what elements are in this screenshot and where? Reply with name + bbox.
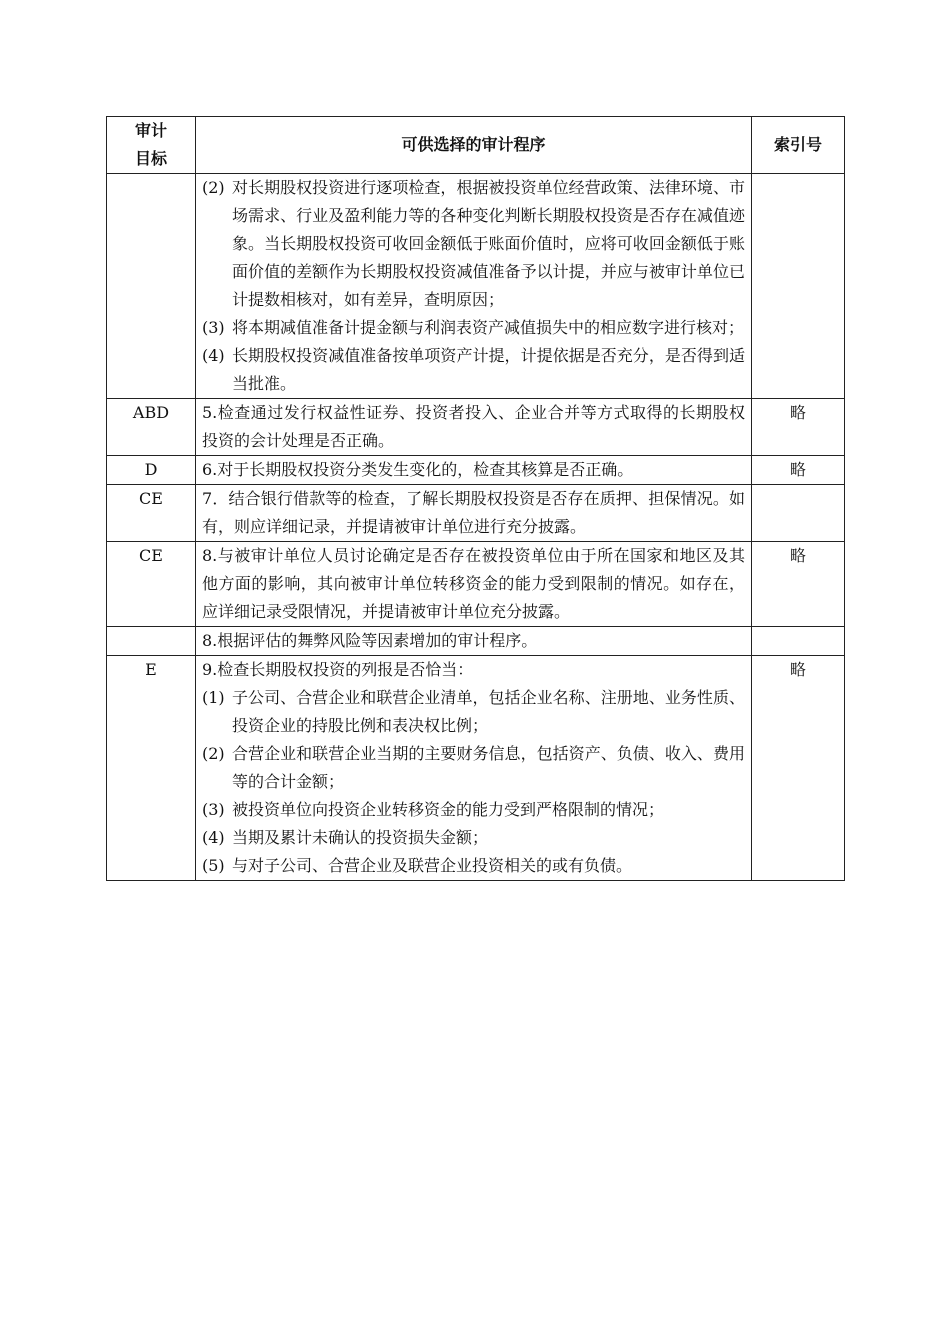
sub-item-text: 将本期减值准备计提金额与利润表资产减值损失中的相应数字进行核对； (232, 318, 745, 337)
sub-item (202, 852, 745, 880)
sub-item-text: 合营企业和联营企业当期的主要财务信息，包括资产、负债、收入、费用等的合计金额； (232, 744, 745, 791)
index-cell: 略 (752, 399, 845, 456)
header-goal-line-1: 审计 (134, 121, 167, 140)
goal-cell: CE (107, 542, 196, 627)
sub-item-text: 长期股权投资减值准备按单项资产计提，计提依据是否充分，是否得到适当批准。 (232, 346, 745, 393)
procedure-cell (196, 174, 752, 399)
sub-item-text: 当期及累计未确认的投资损失金额； (232, 828, 489, 847)
index-cell (752, 174, 845, 399)
procedure-cell (196, 656, 752, 881)
audit-procedure-table (106, 116, 845, 881)
index-cell: 略 (752, 656, 845, 881)
table-row (107, 456, 845, 485)
header-goal-line-2: 目标 (134, 149, 167, 168)
header-goal (107, 117, 196, 174)
goal-cell: D (107, 456, 196, 485)
goal-cell (107, 174, 196, 399)
goal-cell: ABD (107, 399, 196, 456)
table-row (107, 485, 845, 542)
index-cell (752, 627, 845, 656)
index-cell: 略 (752, 456, 845, 485)
sub-item-number: (3) (202, 800, 225, 819)
procedure-cell (196, 627, 752, 656)
sub-item-number: (5) (202, 856, 225, 875)
sub-item-text: 子公司、合营企业和联营企业清单，包括企业名称、注册地、业务性质、投资企业的持股比例和表决权比例； (232, 688, 745, 735)
sub-item-number: (4) (202, 346, 225, 365)
procedure-text: 9.检查长期股权投资的列报是否恰当： (202, 660, 474, 679)
table-row (107, 399, 845, 456)
procedure-text: 8.根据评估的舞弊风险等因素增加的审计程序。 (202, 631, 538, 650)
procedure-text: 7．结合银行借款等的检查，了解长期股权投资是否存在质押、担保情况。如有，则应详细记录，并提请被审计单位进行充分披露。 (202, 489, 745, 536)
procedure-text: 6.对于长期股权投资分类发生变化的，检查其核算是否正确。 (202, 460, 634, 479)
table-row (107, 627, 845, 656)
procedure-cell (196, 399, 752, 456)
sub-item-text: 被投资单位向投资企业转移资金的能力受到严格限制的情况； (232, 800, 665, 819)
table-row (107, 656, 845, 881)
sub-item (202, 314, 745, 342)
procedure-cell (196, 542, 752, 627)
sub-item (202, 684, 745, 740)
sub-item-number: (1) (202, 688, 225, 707)
table-row (107, 174, 845, 399)
sub-item-number: (2) (202, 744, 225, 763)
sub-item-number: (3) (202, 318, 225, 337)
table-row (107, 542, 845, 627)
sub-item-number: (2) (202, 178, 225, 197)
header-procedure: 可供选择的审计程序 (196, 117, 752, 174)
header-index: 索引号 (752, 117, 845, 174)
sub-item (202, 342, 745, 398)
sub-item (202, 740, 745, 796)
sub-item (202, 796, 745, 824)
goal-cell (107, 627, 196, 656)
sub-item-number: (4) (202, 828, 225, 847)
procedure-cell (196, 485, 752, 542)
goal-cell: E (107, 656, 196, 881)
sub-item-text: 对长期股权投资进行逐项检查，根据被投资单位经营政策、法律环境、市场需求、行业及盈利能力等的各种变化判断长期股权投资是否存在减值迹象。当长期股权投资可收回金额低于账面价值时，应将可收回金额低于账面价值的差额作为长期股权投资减值准备予以计提，并应与被审计单位已计提数相核对，如有差异，查明原因； (232, 178, 745, 309)
procedure-text: 5.检查通过发行权益性证券、投资者投入、企业合并等方式取得的长期股权投资的会计处理是否正确。 (202, 403, 745, 450)
index-cell: 略 (752, 542, 845, 627)
sub-item (202, 174, 745, 314)
procedure-cell (196, 456, 752, 485)
index-cell (752, 485, 845, 542)
table-header-row (107, 117, 845, 174)
sub-item (202, 824, 745, 852)
sub-item-text: 与对子公司、合营企业及联营企业投资相关的或有负债。 (232, 856, 633, 875)
goal-cell: CE (107, 485, 196, 542)
procedure-text: 8.与被审计单位人员讨论确定是否存在被投资单位由于所在国家和地区及其他方面的影响，其向被审计单位转移资金的能力受到限制的情况。如存在，应详细记录受限情况，并提请被审计单位充分披露。 (202, 546, 745, 621)
